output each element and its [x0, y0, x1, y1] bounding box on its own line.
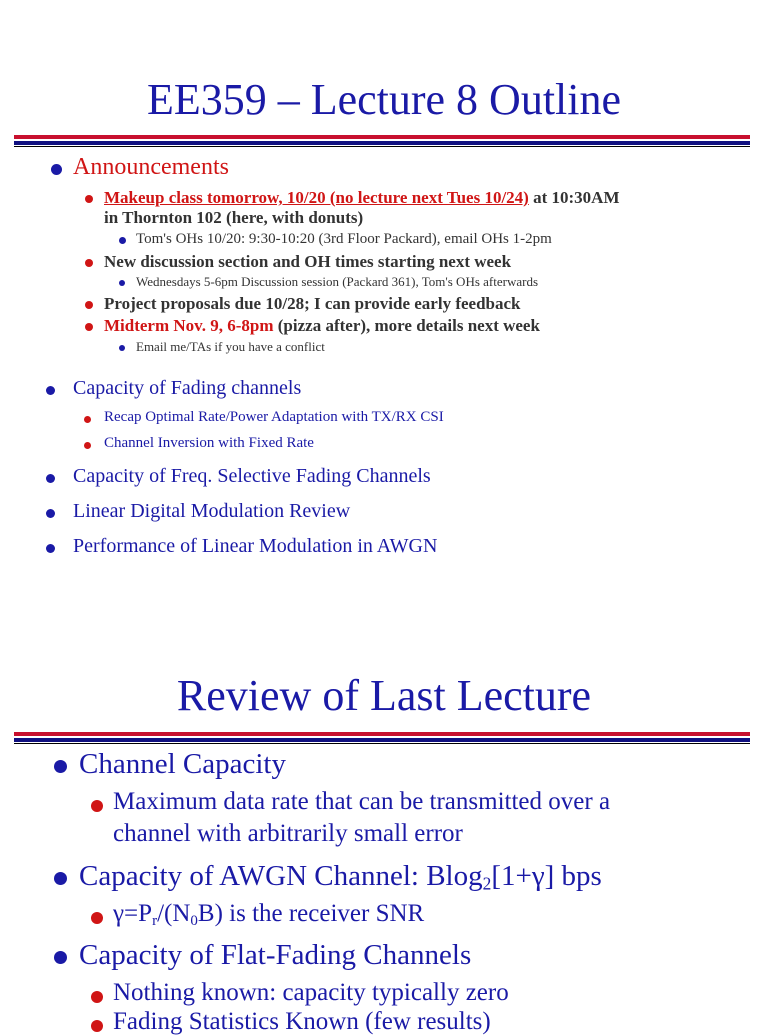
makeup-class-location: in Thornton 102 (here, with donuts)	[104, 208, 364, 227]
bullet-icon	[84, 416, 91, 423]
proposals-item: Project proposals due 10/28; I can provide early feedback	[104, 294, 521, 313]
slide-review	[0, 640, 768, 1035]
midterm-item	[104, 316, 540, 336]
bullet-icon	[119, 345, 125, 351]
midterm-details: (pizza after), more details next week	[273, 316, 540, 335]
channel-inversion-item: Channel Inversion with Fixed Rate	[104, 435, 314, 451]
bullet-icon	[54, 760, 67, 773]
max-rate-line-2: channel with arbitrarily small error	[113, 820, 463, 847]
bullet-icon	[46, 544, 55, 553]
bullet-icon	[85, 323, 93, 331]
performance-item: Performance of Linear Modulation in AWGN	[73, 535, 438, 557]
title-divider	[14, 135, 750, 147]
bullet-icon	[85, 301, 93, 309]
title-divider	[14, 732, 750, 744]
makeup-class-item	[104, 188, 620, 208]
max-rate-line-1: Maximum data rate that can be transmitted over a	[113, 788, 611, 815]
bullet-icon	[85, 259, 93, 267]
bullet-icon	[54, 872, 67, 885]
slide-title: Review of Last Lecture	[176, 671, 592, 720]
flat-fading-item: Capacity of Flat-Fading Channels	[79, 939, 472, 971]
snr-definition-item: $\gamma=P_r/(N_0B)$ is the receiver SNR	[113, 900, 425, 929]
new-discussion-item: New discussion section and OH times starting next week	[104, 252, 512, 271]
recap-item: Recap Optimal Rate/Power Adaptation with TX/RX CSI	[104, 409, 444, 425]
bullet-icon	[85, 195, 93, 203]
bullet-icon	[46, 474, 55, 483]
bullet-icon	[51, 164, 62, 175]
toms-ohs-item: Tom's OHs 10/20: 9:30-10:20 (3rd Floor Packard), email OHs 1-2pm	[136, 231, 552, 247]
capacity-fading-item: Capacity of Fading channels	[73, 377, 302, 399]
bullet-icon	[91, 912, 103, 924]
bullet-icon	[46, 509, 55, 518]
channel-capacity-item: Channel Capacity	[79, 748, 286, 780]
bullet-icon	[91, 800, 103, 812]
fading-statistics-item: Fading Statistics Known (few results)	[113, 1008, 491, 1035]
bullet-icon	[84, 442, 91, 449]
email-tas-item: Email me/TAs if you have a conflict	[136, 339, 325, 354]
wednesdays-item: Wednesdays 5-6pm Discussion session (Packard 361), Tom's OHs afterwards	[136, 274, 538, 289]
bullet-icon	[119, 237, 126, 244]
bullet-icon	[91, 991, 103, 1003]
bullet-icon	[119, 280, 125, 286]
midterm-date: Midterm Nov. 9, 6-8pm	[104, 316, 274, 335]
freq-selective-item: Capacity of Freq. Selective Fading Channels	[73, 465, 431, 487]
awgn-capacity-item: Capacity of AWGN Channel: Blog$_2$[1+γ] bps	[79, 860, 602, 894]
announcements-heading: Announcements	[73, 154, 229, 180]
nothing-known-item: Nothing known: capacity typically zero	[113, 979, 509, 1006]
linear-mod-review-item: Linear Digital Modulation Review	[73, 500, 351, 522]
slide-title: EE359 – Lecture 8 Outline	[146, 75, 622, 124]
makeup-class-time: at 10:30AM	[528, 188, 620, 207]
bullet-icon	[46, 386, 55, 395]
bullet-icon	[91, 1020, 103, 1032]
makeup-class-highlight: Makeup class tomorrow, 10/20 (no lecture next Tues 10/24)	[104, 188, 529, 207]
bullet-icon	[54, 951, 67, 964]
